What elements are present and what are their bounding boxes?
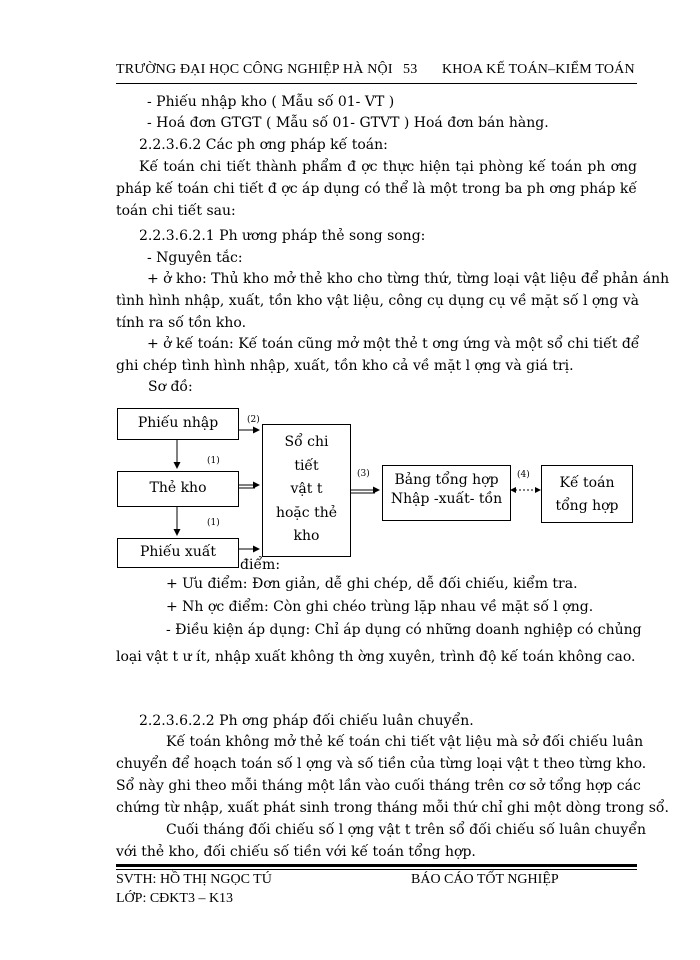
section-heading-6-2-1: 2.2.3.6.2.1 Ph ương pháp thẻ song song: bbox=[139, 228, 426, 244]
diagram-label: Sơ đồ: bbox=[148, 379, 193, 395]
box-ke-toan-tong-hop bbox=[541, 465, 633, 523]
footer-rule-thick bbox=[116, 864, 637, 867]
eval-label: điểm: bbox=[240, 557, 281, 573]
step-label: (1) bbox=[207, 456, 220, 466]
disadvantage-line: + Nh ợc điểm: Còn ghi chéo trùng lặp nhau về mặt số l ợng. bbox=[166, 599, 594, 615]
box-phieu-xuat bbox=[117, 538, 239, 568]
paragraph-line: + ở kế toán: Kế toán cũng mở một thẻ t ơng ứng và một sổ chi tiết để bbox=[147, 336, 640, 352]
box-bang-tong-hop bbox=[382, 465, 511, 521]
line-hoa-don: - Hoá đơn GTGT ( Mẫu số 01- GTVT ) Hoá đơn bán hàng. bbox=[147, 115, 549, 131]
box-phieu-xuat-label: Phiếu xuất bbox=[139, 544, 217, 560]
section-heading-6-2: 2.2.3.6.2 Các ph ơng pháp kế toán: bbox=[139, 137, 388, 153]
paragraph-line: + ở kho: Thủ kho mở thẻ kho cho từng thứ, từng loại vật liệu để phản ánh bbox=[147, 271, 670, 287]
footer-rule-thin bbox=[116, 869, 637, 870]
paragraph-line: Kế toán chi tiết thành phẩm đ ợc thực hiện tại phòng kế toán ph ơng bbox=[139, 159, 637, 175]
ke-toan-tong-hop-line: tổng hợp bbox=[555, 498, 619, 514]
so-chi-tiet-line: vật t bbox=[290, 481, 323, 497]
bang-tong-hop-line: Bảng tổng hợp bbox=[394, 472, 499, 488]
box-phieu-nhap-label: Phiếu nhập bbox=[137, 415, 219, 431]
paragraph-line: Sổ này ghi theo mỗi tháng một lần vào cuối tháng trên cơ sở tổng hợp các bbox=[116, 778, 641, 794]
box-phieu-nhap bbox=[117, 408, 239, 440]
step-label: (1) bbox=[207, 518, 220, 528]
box-so-chi-tiet bbox=[262, 424, 351, 557]
condition-line: loại vật t ư ít, nhập xuất không th ờng xuyên, trình độ kế toán không cao. bbox=[116, 649, 636, 665]
so-chi-tiet-line: hoặc thẻ bbox=[275, 504, 337, 521]
paragraph-line: chứng từ nhập, xuất phát sinh trong tháng mỗi thứ chỉ ghi một dòng trong sổ. bbox=[116, 800, 669, 816]
paragraph-line: toán chi tiết sau: bbox=[116, 203, 236, 219]
paragraph-line: tình hình nhập, xuất, tồn kho vật liệu, công cụ dụng cụ về mặt số l ợng và bbox=[116, 293, 639, 309]
so-chi-tiet-line: tiết bbox=[294, 457, 319, 474]
paragraph-line: tính ra số tồn kho. bbox=[116, 315, 247, 331]
step-label: (2) bbox=[247, 415, 260, 425]
section-heading-6-2-2: 2.2.3.6.2.2 Ph ơng pháp đối chiếu luân chuyển. bbox=[139, 713, 474, 729]
paragraph-line: ghi chép tình hình nhập, xuất, tồn kho cả về mặt l ợng và giá trị. bbox=[116, 358, 574, 374]
paragraph-line: Cuối tháng đối chiếu số l ợng vật t trên sổ đối chiếu số luân chuyển bbox=[166, 822, 646, 838]
step-label: (3) bbox=[357, 469, 370, 479]
principle-label: - Nguyên tắc: bbox=[147, 250, 243, 266]
paragraph-line: chuyển để hoạch toán số l ợng và số tiền của từng loại vật t theo từng kho. bbox=[116, 756, 647, 772]
page-number: 53 bbox=[403, 62, 418, 77]
advantage-line: + Ưu điểm: Đơn giản, dễ ghi chép, dễ đối chiếu, kiểm tra. bbox=[166, 576, 578, 592]
footer-class: LỚP: CĐKT3 – K13 bbox=[116, 891, 234, 906]
paragraph-line: pháp kế toán chi tiết đ ợc áp dụng có thể là một trong ba ph ơng pháp kế bbox=[116, 181, 637, 197]
header-faculty: KHOA KẾ TOÁN–KIỂM TOÁN bbox=[442, 62, 635, 77]
ke-toan-tong-hop-line: Kế toán bbox=[559, 475, 615, 491]
condition-line: - Điều kiện áp dụng: Chỉ áp dụng có những doanh nghiệp có chủng bbox=[166, 622, 642, 638]
paragraph-line: với thẻ kho, đối chiếu số tiền với kế toán tổng hợp. bbox=[116, 844, 476, 860]
footer-student: SVTH: HỒ THỊ NGỌC TÚ bbox=[116, 872, 272, 887]
box-the-kho bbox=[117, 471, 239, 507]
header-school: TRƯỜNG ĐẠI HỌC CÔNG NGHIỆP HÀ NỘI bbox=[116, 62, 393, 77]
box-the-kho-label: Thẻ kho bbox=[149, 480, 207, 496]
line-phieu-nhap: - Phiếu nhập kho ( Mẫu số 01- VT ) bbox=[147, 94, 395, 110]
so-chi-tiet-line: Sổ chi bbox=[284, 434, 329, 450]
so-chi-tiet-line: kho bbox=[293, 528, 320, 544]
step-label: (4) bbox=[517, 470, 530, 480]
bang-tong-hop-line: Nhập -xuất- tồn bbox=[390, 491, 503, 507]
footer-report: BÁO CÁO TỐT NGHIỆP bbox=[411, 872, 559, 887]
paragraph-line: Kế toán không mở thẻ kế toán chi tiết vật liệu mà sở đối chiếu luân bbox=[166, 734, 644, 750]
